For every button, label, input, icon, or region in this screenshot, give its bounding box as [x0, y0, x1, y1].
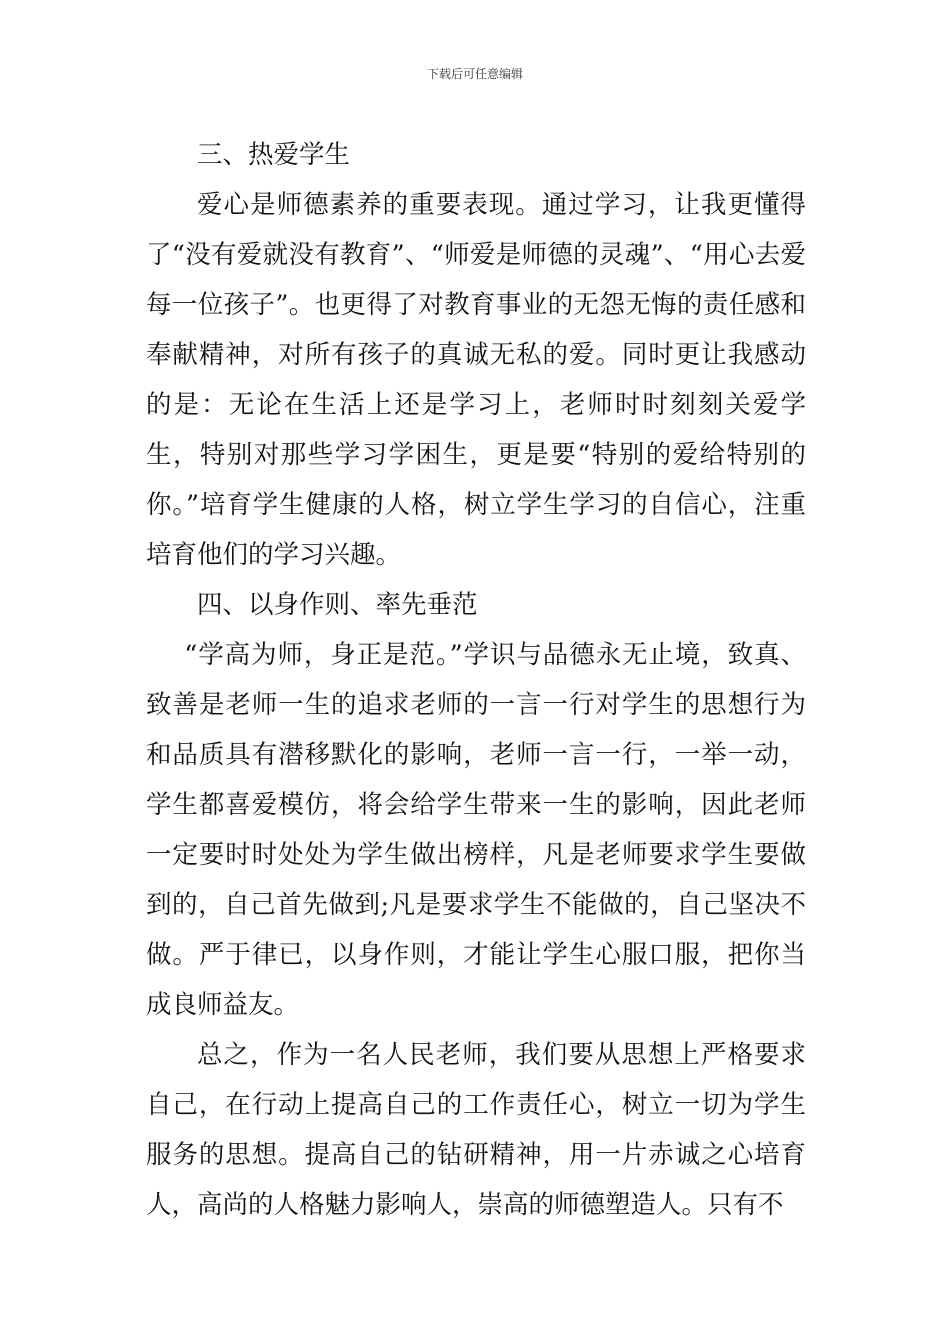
document-body — [146, 130, 806, 1230]
section-heading-3: 三、热爱学生 — [197, 140, 351, 170]
paragraph-love-students: 爱心是师德素养的重要表现。通过学习，让我更懂得了“没有爱就没有教育”、“师爱是师德的灵魂”、“用心去爱每一位孩子”。也更得了对教育事业的无怨无悔的责任感和奉献精神，对所有孩子的真诚无私的爱。同时更让我感动的是：无论在生活上还是学习上，老师时时刻刻关爱学生，特别对那些学习学困生，更是要“特别的爱给特别的你。”培育学生健康的人格，树立学生学习的自信心，注重培育他们的学习兴趣。 — [146, 190, 806, 570]
page-header-note: 下载后可任意编辑 — [426, 67, 523, 81]
section-heading-4: 四、以身作则、率先垂范 — [197, 590, 478, 620]
paragraph-lead-by-example: “学高为师，身正是范。”学识与品德永无止境，致真、致善是老师一生的追求老师的一言一行对学生的思想行为和品质具有潜移默化的影响，老师一言一行，一举一动，学生都喜爱模仿，将会给学生带来一生的影响，因此老师一定要时时处处为学生做出榜样，凡是老师要求学生要做到的，自己首先做到;凡是要求学生不能做的，自己坚决不做。严于律已，以身作则，才能让学生心服口服，把你当成良师益友。 — [146, 640, 806, 1020]
paragraph-conclusion: 总之，作为一名人民老师，我们要从思想上严格要求自己，在行动上提高自己的工作责任心，树立一切为学生服务的思想。提高自己的钻研精神，用一片赤诚之心培育人，高尚的人格魅力影响人，崇高的师德塑造人。只有不 — [146, 1040, 806, 1220]
